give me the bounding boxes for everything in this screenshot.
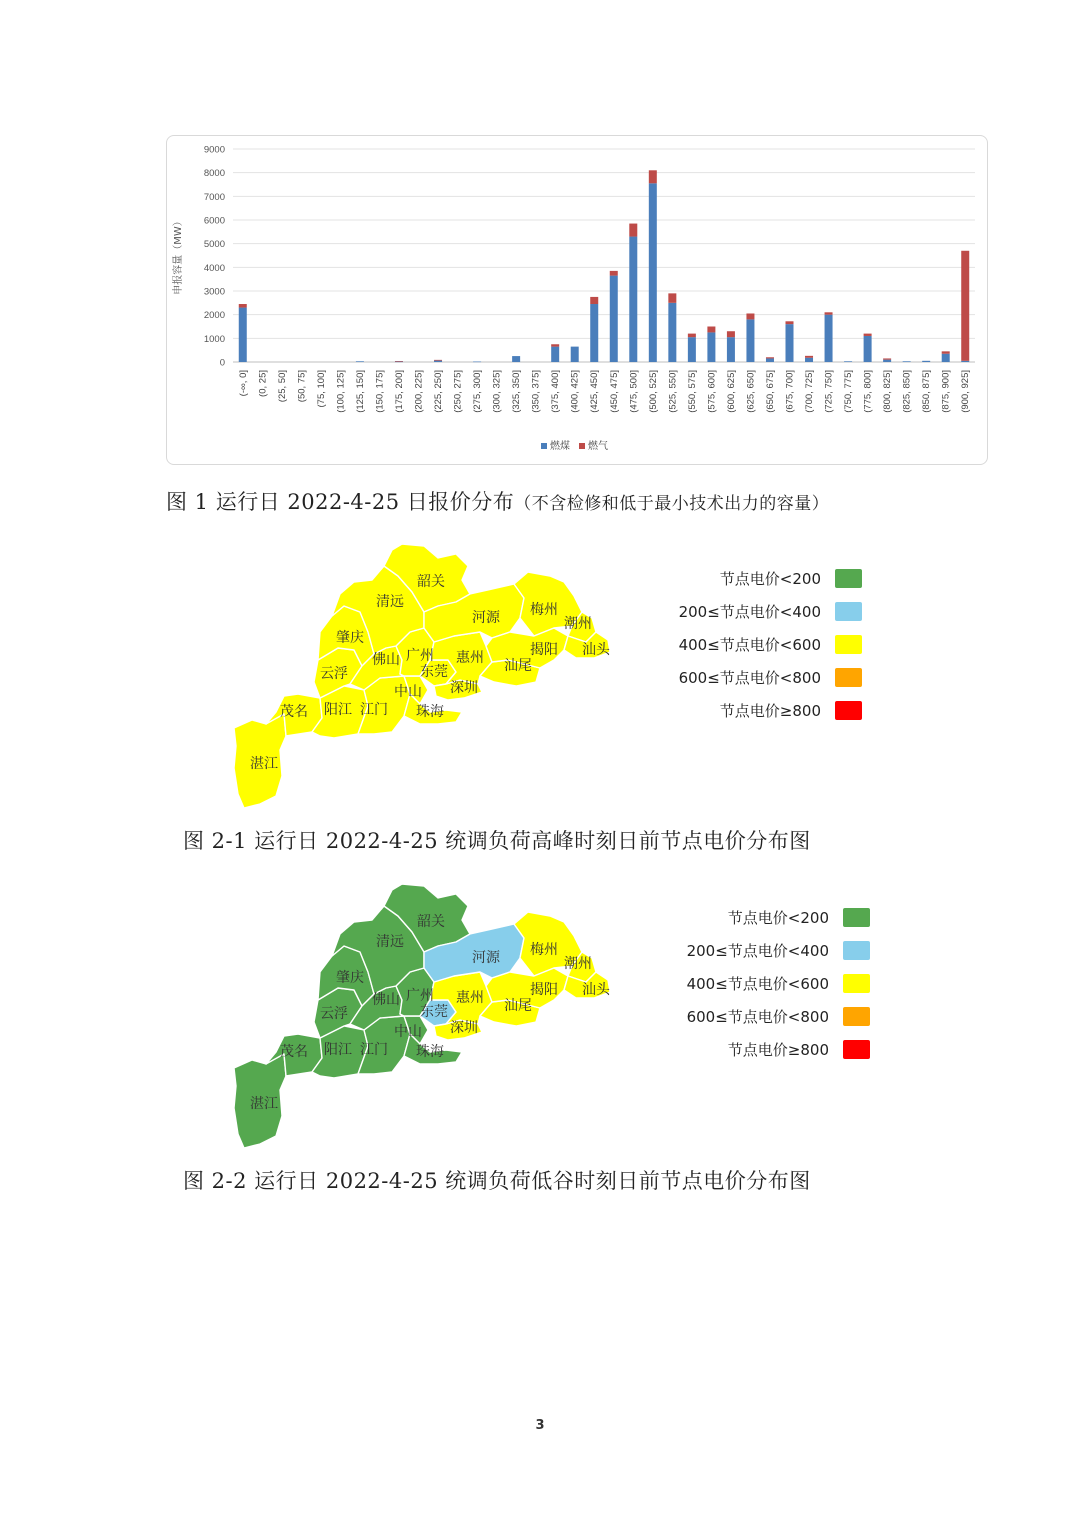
bar-coal xyxy=(883,360,891,362)
legend-label: 节点电价≥800 xyxy=(719,702,821,720)
y-tick-label: 4000 xyxy=(203,262,225,274)
yangjiang-label: 阳江 xyxy=(324,1042,352,1058)
shantou-label: 汕头 xyxy=(582,642,610,658)
x-tick-label: (750, 775] xyxy=(843,370,855,413)
shanwei-label: 汕尾 xyxy=(504,658,532,674)
legend-swatch xyxy=(843,908,870,927)
bar-coal xyxy=(825,315,833,362)
dongguan-label: 东莞 xyxy=(420,664,448,680)
x-tick-label: (325, 350] xyxy=(511,370,523,413)
bar-coal xyxy=(746,319,754,362)
bar-coal xyxy=(473,362,481,363)
bar-gas xyxy=(395,361,403,362)
x-tick-label: (200, 225] xyxy=(413,370,425,413)
y-tick-label: 3000 xyxy=(203,286,225,298)
huizhou-label: 惠州 xyxy=(456,650,484,666)
bar-gas xyxy=(805,356,813,358)
bar-coal xyxy=(688,337,696,362)
x-tick-label: (250, 275] xyxy=(452,370,464,413)
page-number: 3 xyxy=(535,1418,545,1433)
bar-coal xyxy=(434,361,442,362)
x-tick-label: (525, 550] xyxy=(667,370,679,413)
legend-swatch xyxy=(835,668,862,687)
valley-map-canvas xyxy=(220,870,640,1155)
foshan-label: 佛山 xyxy=(372,652,400,668)
x-tick-label: (675, 700] xyxy=(784,370,796,413)
figure1-caption xyxy=(166,486,829,516)
legend-label: 400≤节点电价<600 xyxy=(678,636,821,654)
x-tick-label: (600, 625] xyxy=(725,370,737,413)
bar-coal xyxy=(844,361,852,362)
shanwei-label: 汕尾 xyxy=(504,998,532,1014)
bar-gas xyxy=(961,251,969,361)
bar-coal xyxy=(864,336,872,362)
legend-row xyxy=(640,661,862,694)
x-tick-label: (850, 875] xyxy=(921,370,933,413)
x-tick-label: (900, 925] xyxy=(960,370,972,413)
x-tick-label: (625, 650] xyxy=(745,370,757,413)
valley-map-legend xyxy=(648,901,870,1066)
guangzhou-label: 广州 xyxy=(406,988,434,1004)
jiangmen-label: 江门 xyxy=(360,1042,388,1058)
foshan-label: 佛山 xyxy=(372,992,400,1008)
figure1-caption-main: 图 1 运行日 2022-4-25 日报价分布 xyxy=(166,490,515,514)
x-tick-label: (775, 800] xyxy=(862,370,874,413)
bar-gas xyxy=(239,304,247,308)
x-tick-label: (150, 175] xyxy=(374,370,386,413)
bar-gas xyxy=(629,224,637,237)
x-tick-label: (500, 525] xyxy=(647,370,659,413)
zhuhai-label: 珠海 xyxy=(416,704,444,720)
bar-coal xyxy=(239,308,247,362)
peak-map-legend xyxy=(640,562,862,727)
legend-swatch xyxy=(579,443,585,449)
bar-coal xyxy=(961,361,969,362)
zhongshan-label: 中山 xyxy=(394,684,422,700)
bar-coal xyxy=(922,361,930,362)
yunfu-label: 云浮 xyxy=(320,1006,348,1022)
yangjiang-label: 阳江 xyxy=(324,702,352,718)
bar-gas xyxy=(942,351,950,353)
bar-gas xyxy=(649,170,657,183)
x-tick-label: (300, 325] xyxy=(491,370,503,413)
legend-swatch xyxy=(835,569,862,588)
bar-gas xyxy=(727,331,735,337)
dongguan-label: 东莞 xyxy=(420,1004,448,1020)
zhuhai-label: 珠海 xyxy=(416,1044,444,1060)
legend-label: 节点电价≥800 xyxy=(727,1041,829,1059)
bar-gas xyxy=(746,313,754,319)
bar-gas xyxy=(668,293,676,302)
legend-label: 400≤节点电价<600 xyxy=(686,975,829,993)
zhanjiang-label: 湛江 xyxy=(250,756,278,772)
bid-distribution-chart xyxy=(166,135,988,465)
bar-gas xyxy=(766,357,774,358)
jieyang-label: 揭阳 xyxy=(530,642,558,658)
x-tick-label: (225, 250] xyxy=(433,370,445,413)
x-tick-label: (350, 375] xyxy=(530,370,542,413)
bar-gas xyxy=(688,334,696,338)
maoming-label: 茂名 xyxy=(280,704,308,720)
maoming-label: 茂名 xyxy=(280,1044,308,1060)
legend-label: 600≤节点电价<800 xyxy=(678,669,821,687)
bar-gas xyxy=(590,297,598,304)
y-axis-label: 申报容量（MW） xyxy=(173,216,184,295)
x-tick-label: (100, 125] xyxy=(335,370,347,413)
x-tick-label: (650, 675] xyxy=(764,370,776,413)
x-tick-label: (0, 25] xyxy=(257,370,269,397)
peak-price-map xyxy=(220,530,640,819)
x-tick-label: (700, 725] xyxy=(804,370,816,413)
chaozhou-label: 潮州 xyxy=(564,956,592,972)
shenzhen-label: 深圳 xyxy=(450,680,478,696)
x-tick-label: (475, 500] xyxy=(628,370,640,413)
x-tick-label: (50, 75] xyxy=(296,370,308,403)
zhongshan-label: 中山 xyxy=(394,1024,422,1040)
legend-swatch xyxy=(843,974,870,993)
legend-label: 燃气 xyxy=(588,441,608,452)
x-tick-label: (725, 750] xyxy=(823,370,835,413)
x-tick-label: (375, 400] xyxy=(550,370,562,413)
x-tick-label: (875, 900] xyxy=(940,370,952,413)
x-tick-label: (825, 850] xyxy=(901,370,913,413)
x-tick-label: (125, 150] xyxy=(354,370,366,413)
y-tick-label: 0 xyxy=(219,357,225,369)
legend-swatch xyxy=(835,602,862,621)
shenzhen-label: 深圳 xyxy=(450,1020,478,1036)
qingyuan-label: 清远 xyxy=(376,594,404,610)
legend-label: 节点电价<200 xyxy=(727,909,829,927)
bar-coal xyxy=(629,237,637,362)
legend-row xyxy=(648,1033,870,1066)
bar-coal xyxy=(649,183,657,362)
shantou-label: 汕头 xyxy=(582,982,610,998)
legend-row xyxy=(648,934,870,967)
jiangmen-label: 江门 xyxy=(360,702,388,718)
zhaoqing-label: 肇庆 xyxy=(336,630,364,646)
jieyang-label: 揭阳 xyxy=(530,982,558,998)
y-tick-label: 2000 xyxy=(203,310,225,322)
bar-coal xyxy=(571,347,579,362)
y-tick-label: 7000 xyxy=(203,191,225,203)
legend-swatch xyxy=(835,635,862,654)
bar-coal xyxy=(942,354,950,362)
x-tick-label: (25, 50] xyxy=(276,370,288,403)
y-tick-label: 8000 xyxy=(203,168,225,180)
bar-coal xyxy=(590,304,598,362)
y-tick-label: 1000 xyxy=(203,333,225,345)
legend-label: 200≤节点电价<400 xyxy=(686,942,829,960)
bar-coal xyxy=(903,361,911,362)
x-tick-label: (550, 575] xyxy=(686,370,698,413)
figure2-1-caption: 图 2-1 运行日 2022-4-25 统调负荷高峰时刻日前节点电价分布图 xyxy=(183,829,811,853)
x-tick-label: (75, 100] xyxy=(315,370,327,408)
legend-row xyxy=(640,595,862,628)
chaozhou-label: 潮州 xyxy=(564,616,592,632)
legend-label: 200≤节点电价<400 xyxy=(678,603,821,621)
legend-swatch xyxy=(843,941,870,960)
bar-gas xyxy=(883,358,891,359)
shaoguan-label: 韶关 xyxy=(417,914,445,930)
guangzhou-label: 广州 xyxy=(406,648,434,664)
legend-label: 燃煤 xyxy=(550,441,570,452)
legend-swatch xyxy=(843,1007,870,1026)
figure1-caption-note: （不含检修和低于最小技术出力的容量） xyxy=(514,494,830,514)
zhanjiang-label: 湛江 xyxy=(250,1096,278,1112)
x-tick-label: (275, 300] xyxy=(472,370,484,413)
heyuan-label: 河源 xyxy=(472,610,500,626)
legend-row xyxy=(648,967,870,1000)
valley-price-map xyxy=(220,870,640,1159)
zhaoqing-label: 肇庆 xyxy=(336,970,364,986)
meizhou-label: 梅州 xyxy=(530,602,558,618)
shaoguan-label: 韶关 xyxy=(417,574,445,590)
x-tick-label: (425, 450] xyxy=(589,370,601,413)
bar-gas xyxy=(786,321,794,324)
legend-label: 节点电价<200 xyxy=(719,570,821,588)
legend-row xyxy=(648,1000,870,1033)
x-tick-label: (800, 825] xyxy=(882,370,894,413)
bar-coal xyxy=(786,324,794,362)
peak-map-canvas xyxy=(220,530,640,815)
y-tick-label: 5000 xyxy=(203,239,225,251)
legend-swatch xyxy=(541,443,547,449)
legend-row xyxy=(648,901,870,934)
meizhou-label: 梅州 xyxy=(530,942,558,958)
chart-canvas xyxy=(167,136,987,464)
bar-gas xyxy=(551,344,559,346)
bar-coal xyxy=(610,276,618,362)
legend-label: 600≤节点电价<800 xyxy=(686,1008,829,1026)
heyuan-label: 河源 xyxy=(472,950,500,966)
bar-gas xyxy=(825,312,833,314)
x-tick-label: (175, 200] xyxy=(393,370,405,413)
bar-coal xyxy=(551,347,559,362)
qingyuan-label: 清远 xyxy=(376,934,404,950)
huizhou-label: 惠州 xyxy=(456,990,484,1006)
x-tick-label: (-∞, 0] xyxy=(237,370,249,397)
yunfu-label: 云浮 xyxy=(320,666,348,682)
bar-gas xyxy=(707,327,715,333)
y-tick-label: 6000 xyxy=(203,215,225,227)
legend-row xyxy=(640,628,862,661)
bar-gas xyxy=(864,334,872,336)
bar-coal xyxy=(805,358,813,362)
bar-coal xyxy=(727,337,735,362)
x-tick-label: (450, 475] xyxy=(608,370,620,413)
legend-swatch xyxy=(843,1040,870,1059)
bar-gas xyxy=(610,271,618,276)
legend-row xyxy=(640,562,862,595)
figure2-2-caption: 图 2-2 运行日 2022-4-25 统调负荷低谷时刻日前节点电价分布图 xyxy=(183,1169,811,1193)
x-tick-label: (400, 425] xyxy=(569,370,581,413)
bar-coal xyxy=(707,332,715,362)
bar-coal xyxy=(766,358,774,362)
x-tick-label: (575, 600] xyxy=(706,370,718,413)
legend-row xyxy=(640,694,862,727)
bar-coal xyxy=(356,361,364,362)
bar-coal xyxy=(668,303,676,362)
legend-swatch xyxy=(835,701,862,720)
bar-gas xyxy=(434,360,442,361)
bar-coal xyxy=(512,356,520,362)
y-tick-label: 9000 xyxy=(203,144,225,156)
